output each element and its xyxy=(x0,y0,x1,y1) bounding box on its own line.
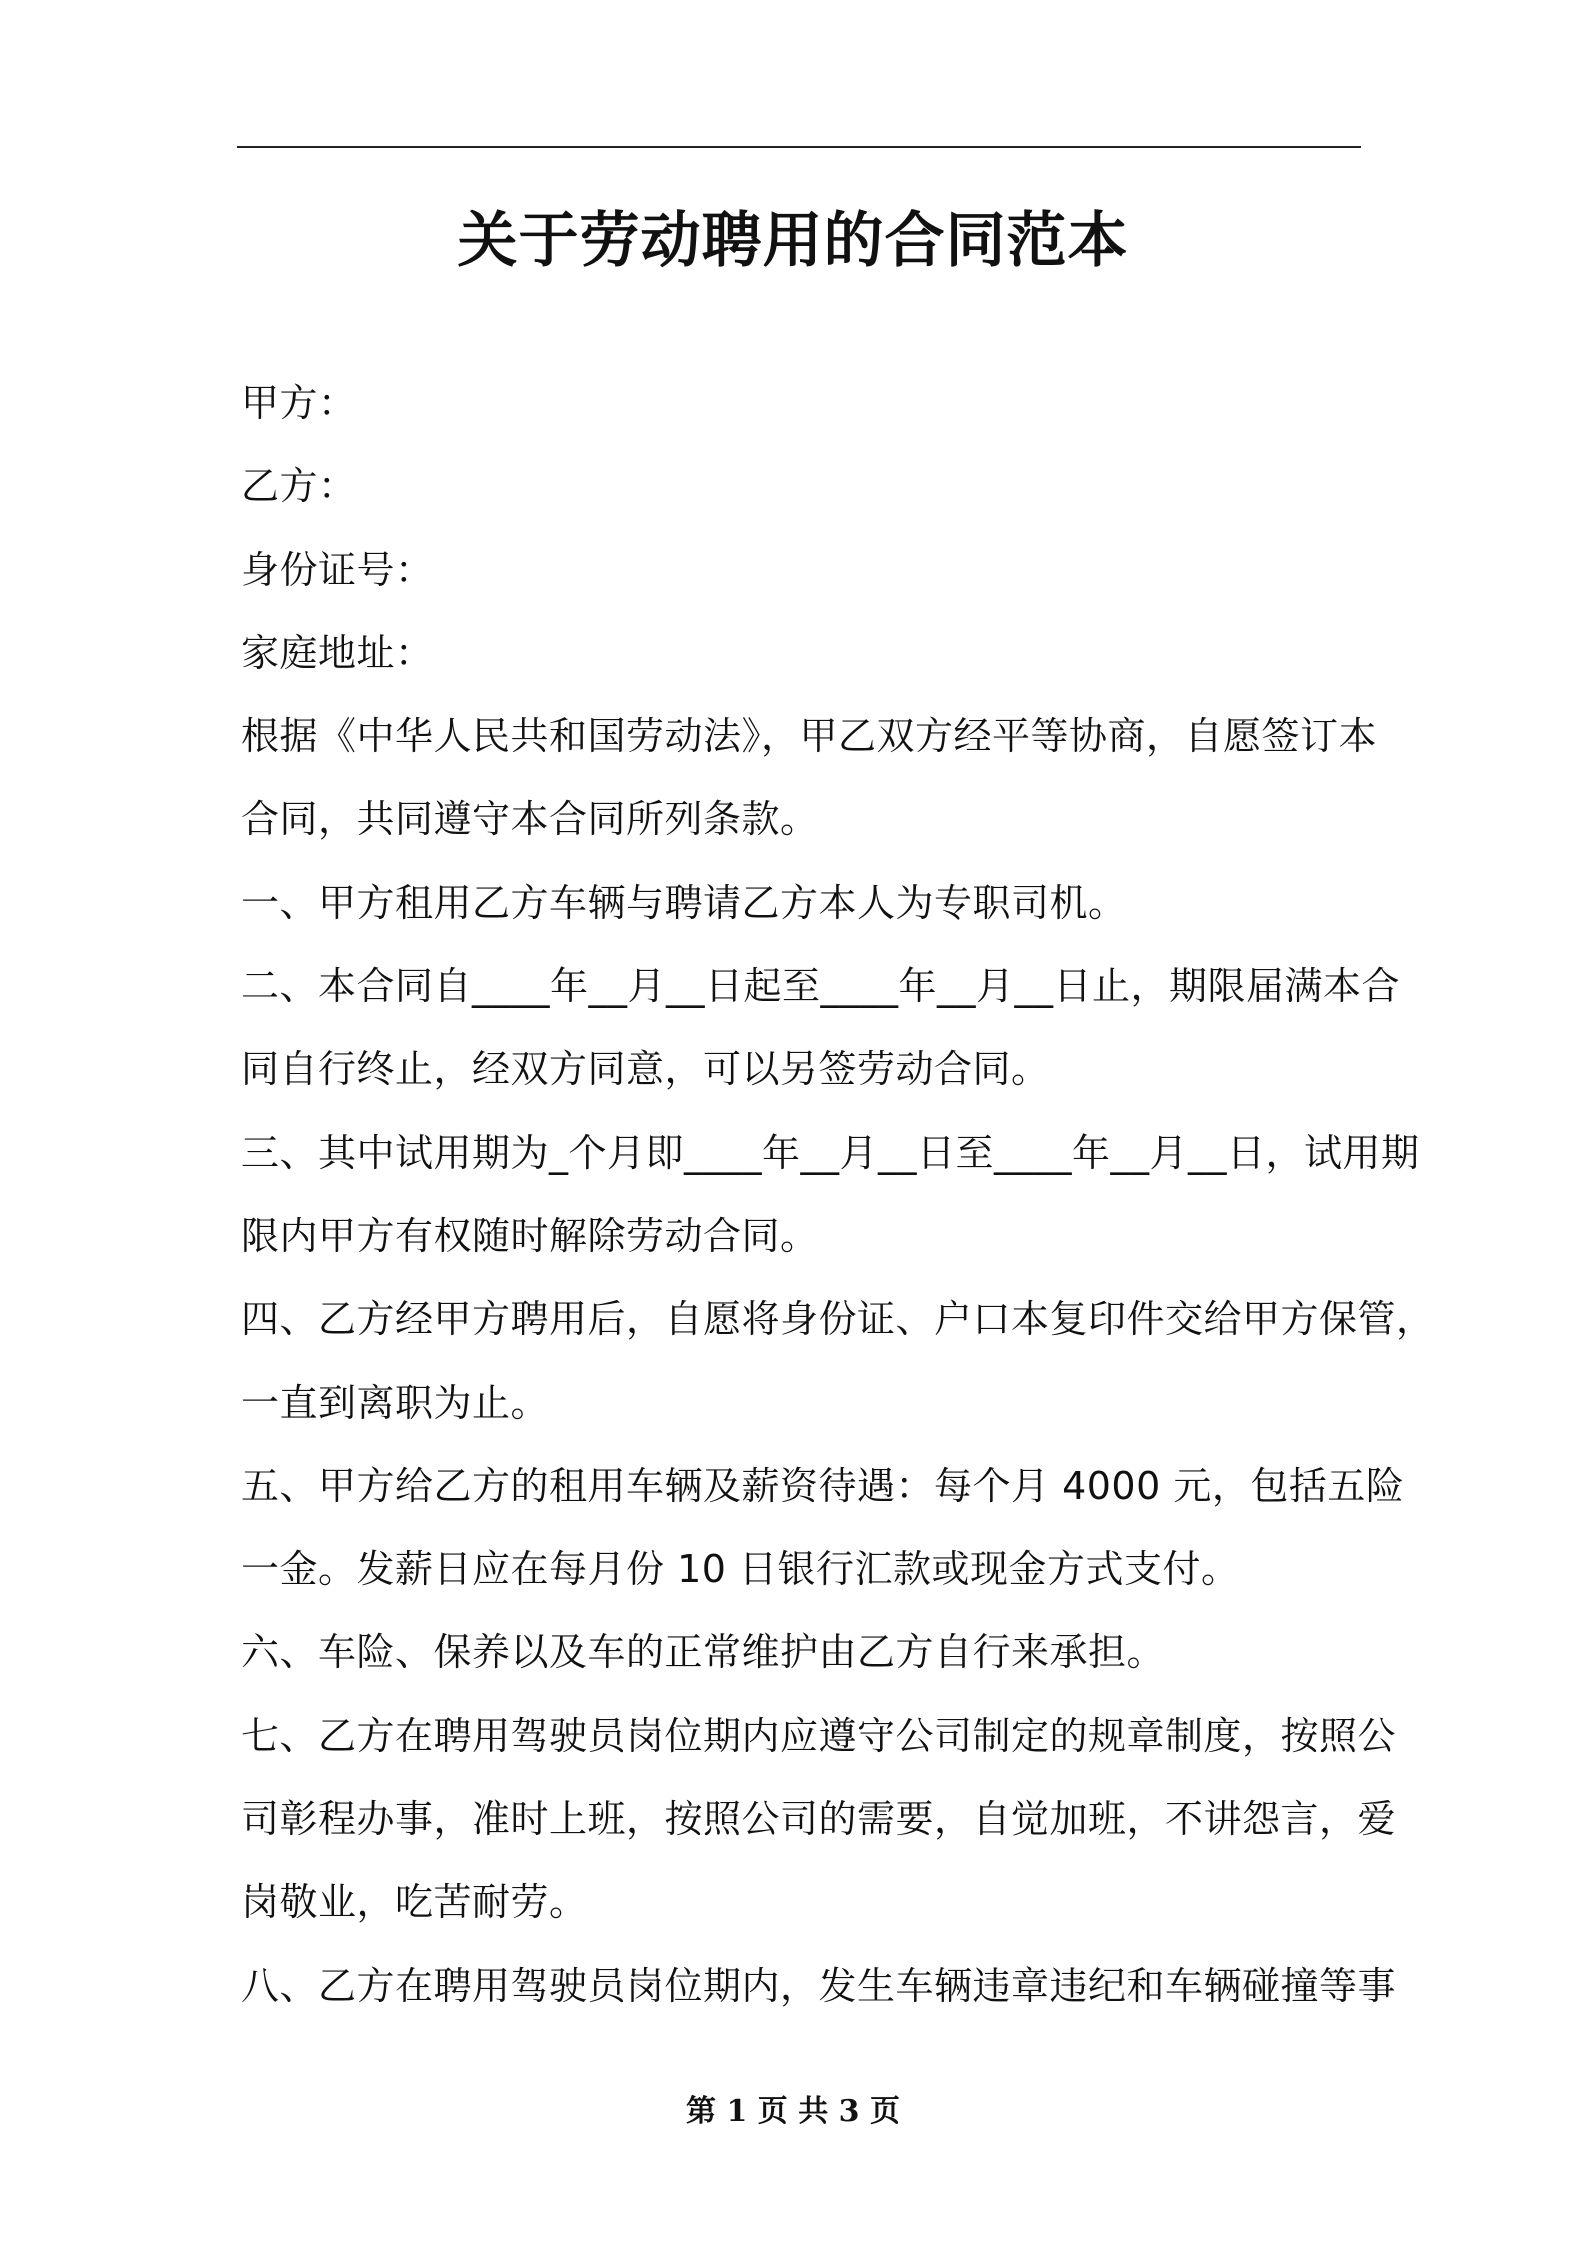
clause-5-line-1: 五、甲方给乙方的租用车辆及薪资待遇：每个月 4000 元，包括五险 xyxy=(241,1463,1405,1508)
clause-7-line-3: 岗敬业，吃苦耐劳。 xyxy=(241,1880,588,1925)
clause-6-line-1: 六、车险、保养以及车的正常维护由乙方自行来承担。 xyxy=(241,1630,1166,1675)
party-a-line: 甲方： xyxy=(241,381,357,425)
clause-3-line-2: 限内甲方有权随时解除劳动合同。 xyxy=(241,1213,819,1258)
header-rule xyxy=(237,146,1361,148)
preamble-line-2: 合同，共同遵守本合同所列条款。 xyxy=(241,797,819,842)
clause-7-line-2: 司彰程办事，准时上班，按照公司的需要，自觉加班，不讲怨言，爱 xyxy=(241,1797,1397,1842)
clause-2-line-2: 同自行终止，经双方同意，可以另签劳动合同。 xyxy=(241,1047,1050,1092)
home-address-line: 家庭地址： xyxy=(241,630,434,675)
preamble-line-1: 根据《中华人民共和国劳动法》，甲乙双方经平等协商，自愿签订本 xyxy=(241,714,1378,759)
document-title: 关于劳动聘用的合同范本 xyxy=(457,206,1129,276)
page-indicator: 第 1 页 共 3 页 xyxy=(686,2094,900,2129)
clause-2-line-1: 二、本合同自____年__月__日起至____年__月__日止，期限届满本合 xyxy=(241,964,1401,1009)
clause-7-line-1: 七、乙方在聘用驾驶员岗位期内应遵守公司制定的规章制度，按照公 xyxy=(241,1713,1397,1758)
id-number-line: 身份证号： xyxy=(241,547,434,592)
clause-4-line-1: 四、乙方经甲方聘用后，自愿将身份证、户口本复印件交给甲方保管， xyxy=(241,1297,1435,1342)
clause-8-line-1: 八、乙方在聘用驾驶员岗位期内，发生车辆违章违纪和车辆碰撞等事 xyxy=(241,1963,1397,2008)
clause-5-line-2: 一金。发薪日应在每月份 10 日银行汇款或现金方式支付。 xyxy=(241,1547,1240,1592)
clause-4-line-2: 一直到离职为止。 xyxy=(241,1380,550,1425)
contract-body xyxy=(241,362,1435,2028)
clause-1-line-1: 一、甲方租用乙方车辆与聘请乙方本人为专职司机。 xyxy=(241,880,1127,925)
party-b-line: 乙方： xyxy=(241,464,357,509)
clause-3-line-1: 三、其中试用期为_个月即____年__月__日至____年__月__日，试用期 xyxy=(241,1130,1420,1175)
